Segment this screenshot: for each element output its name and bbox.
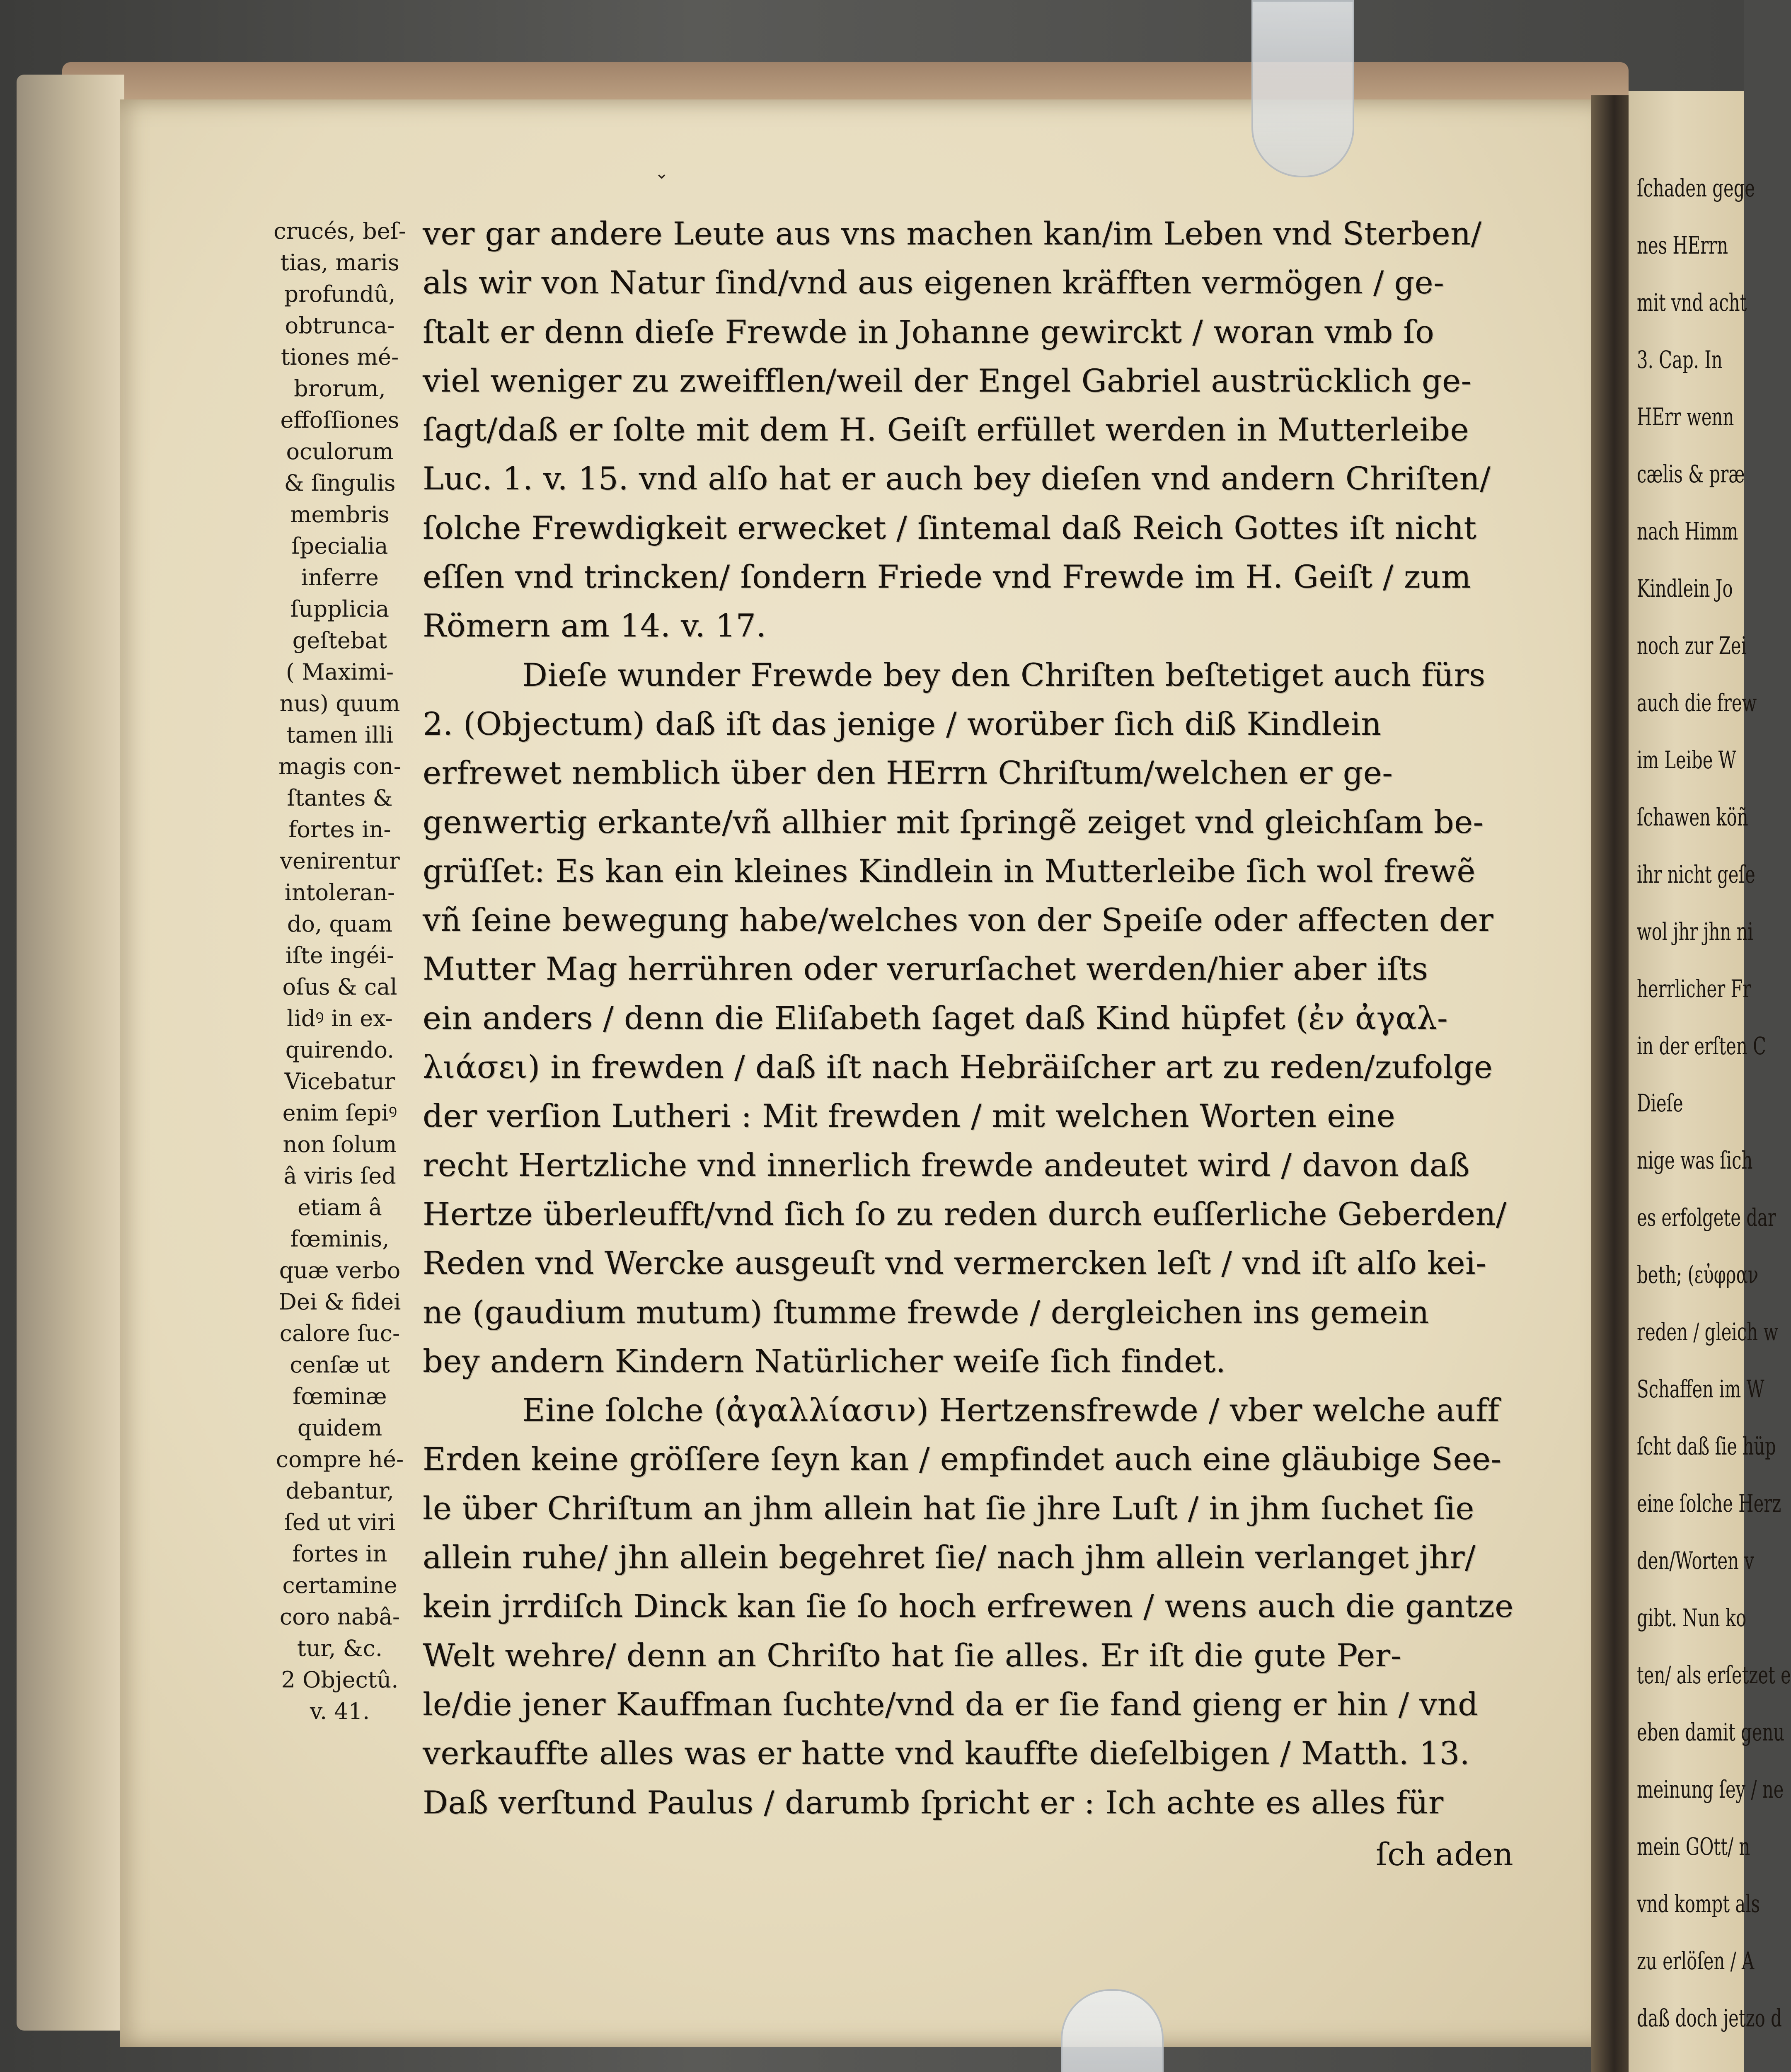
- facing-page-line: beth; (εὐφραν: [1637, 1261, 1759, 1289]
- text-line: Daß verſtund Paulus / darumb ſpricht er : Ich achte es alles für: [423, 1784, 1444, 1821]
- book-clip-top: [1251, 0, 1354, 177]
- margin-note-line: ſed ut viri: [284, 1509, 396, 1535]
- text-line: viel weniger zu zweifflen/weil der Engel Gabriel austrücklich ge-: [423, 362, 1472, 399]
- facing-page-line: ſcht daß ſie hüp: [1637, 1432, 1776, 1460]
- facing-page-line: 3. Cap. In: [1637, 346, 1723, 374]
- margin-note-line: nus) quum: [279, 690, 400, 716]
- text-line: verkauffte alles was er hatte vnd kauffte dieſelbigen / Matth. 13.: [423, 1735, 1470, 1772]
- facing-page-line: ſchaden gege: [1637, 174, 1755, 202]
- margin-note-line: Vicebatur: [284, 1068, 395, 1094]
- margin-note-line: tamen illi: [286, 722, 394, 748]
- facing-page-line: vnd kompt als: [1637, 1890, 1760, 1918]
- margin-note-line: non ſolum: [283, 1131, 397, 1157]
- margin-note-line: & ſingulis: [284, 470, 396, 496]
- catchword: ſch aden: [1376, 1836, 1513, 1873]
- margin-note-line: quirendo.: [285, 1037, 395, 1063]
- facing-page-line: es erfolgete dar: [1637, 1203, 1776, 1232]
- margin-note-line: fœminæ: [293, 1383, 387, 1409]
- text-line: Eine ſolche (ἀγαλλίασιν) Hertzensfrewde / vber welche auff: [522, 1392, 1500, 1429]
- text-line: Erden keine gröſſere ſeyn kan / empfindet auch eine gläubige See-: [423, 1440, 1502, 1478]
- margin-note-line: magis con-: [278, 753, 401, 779]
- text-line: Römern am 14. v. 17.: [423, 607, 767, 644]
- text-line: vñ ſeine bewegung habe/welches von der Speiſe oder affecten der: [423, 901, 1494, 939]
- margin-note-line: v. 41.: [310, 1698, 370, 1724]
- margin-note-line: ſtantes &: [287, 785, 393, 811]
- text-line: le/die jener Kauffman ſuchte/vnd da er ſie fand gieng er hin / vnd: [423, 1685, 1479, 1723]
- text-line: 2. (Objectum) daß iſt das jenige / worüber ſich diß Kindlein: [423, 705, 1382, 742]
- facing-page-line: ten/ als erſetzet e: [1637, 1661, 1791, 1689]
- facing-page-line: daß doch jetzo d: [1637, 2004, 1782, 2032]
- text-line: ver gar andere Leute aus vns machen kan/im Leben vnd Sterben/: [423, 215, 1482, 252]
- margin-note-line: quidem: [297, 1415, 382, 1441]
- text-line: recht Hertzliche vnd innerlich frewde andeutet wird / davon daß: [423, 1146, 1470, 1184]
- margin-note-line: intoleran-: [284, 879, 395, 905]
- margin-note-line: tias, maris: [280, 249, 399, 276]
- text-line: λιάσει) in frewden / daß iſt nach Hebräiſcher art zu reden/zufolge: [423, 1048, 1493, 1086]
- text-line: ne (gaudium mutum) ſtumme frewde / dergleichen ins gemein: [423, 1293, 1429, 1331]
- margin-note-line: inferre: [301, 564, 379, 591]
- text-line: ein anders / denn die Eliſabeth ſaget daß Kind hüpfet (ἐν ἀγαλ-: [423, 999, 1448, 1036]
- margin-note-line: geſtebat: [292, 627, 387, 654]
- page-stack-edge: [17, 75, 124, 2031]
- facing-page-line: cælis & præ: [1637, 460, 1745, 488]
- facing-page: [1629, 91, 1791, 2072]
- text-line: kein jrrdiſch Dinck kan ſie ſo hoch erfrewen / wens auch die gantze: [423, 1588, 1514, 1625]
- facing-page-line: nach Himm: [1637, 517, 1738, 545]
- facing-page-line: im Leibe W: [1637, 746, 1736, 774]
- margin-note-line: quæ verbo: [279, 1257, 401, 1283]
- margin-note-line: Dei & fidei: [278, 1289, 401, 1315]
- facing-page-line: reden / gleich w: [1637, 1318, 1779, 1346]
- margin-note-line: enim ſepiꝰ: [282, 1100, 397, 1126]
- margin-note-line: profundû,: [284, 281, 396, 307]
- margin-note-line: obtrunca-: [285, 312, 395, 339]
- text-line: Dieſe wunder Frewde bey den Chriſten beſtetiget auch fürs: [522, 656, 1486, 693]
- margin-note-line: tiones mé-: [281, 344, 399, 370]
- facing-page-line: wol jhr jhn ni: [1637, 917, 1753, 946]
- facing-page-line: mein GOtt/ n: [1637, 1832, 1750, 1861]
- text-line: Welt wehre/ denn an Chriſto hat ſie alles. Er iſt die gute Per-: [423, 1636, 1401, 1674]
- text-line: eſſen vnd trincken/ ſondern Friede vnd Frewde im H. Geiſt / zum: [423, 558, 1472, 595]
- margin-note-line: oſus & cal: [282, 974, 397, 1000]
- margin-note-line: membris: [290, 501, 390, 528]
- facing-page-line: herrlicher Fr: [1637, 975, 1751, 1003]
- margin-note-line: fœminis,: [290, 1226, 390, 1252]
- margin-note-line: ſpecialia: [291, 533, 388, 559]
- facing-page-line: noch zur Zei: [1637, 632, 1747, 660]
- margin-note-line: iſte ingéi-: [285, 942, 395, 968]
- text-line: allein ruhe/ jhn allein begehret ſie/ nach jhm allein verlanget jhr/: [423, 1539, 1476, 1576]
- text-line: grüſſet: Es kan ein kleines Kindlein in Mutterleibe ſich wol frewẽ: [423, 852, 1476, 889]
- facing-page-line: ihr nicht geſe: [1637, 860, 1755, 888]
- margin-note-line: effoſſiones: [280, 407, 399, 433]
- facing-page-line: Schaffen im W: [1637, 1375, 1764, 1403]
- text-line: ſagt/daß er ſolte mit dem H. Geiſt erfüllet werden in Mutterleibe: [423, 411, 1469, 448]
- margin-note-line: ſupplicia: [290, 596, 390, 622]
- text-line: Reden vnd Wercke ausgeuſt vnd vermercken leſt / vnd iſt alſo kei-: [423, 1244, 1487, 1282]
- margin-note-line: coro nabâ-: [279, 1604, 400, 1630]
- text-line: ſolche Frewdigkeit erwecket / ſintemal daß Reich Gottes iſt nicht: [423, 509, 1477, 546]
- text-line: le über Chriſtum an jhm allein hat ſie jhre Luſt / in jhm ſuchet ſie: [423, 1489, 1474, 1527]
- margin-note-line: crucés, beſ-: [273, 218, 406, 244]
- margin-note-line: tur, &c.: [297, 1635, 383, 1661]
- facing-page-line: meinung ſey / ne: [1637, 1775, 1784, 1803]
- margin-note-line: do, quam: [287, 911, 393, 937]
- facing-page-line: mit vnd acht: [1637, 288, 1747, 317]
- signature-mark: ⌄: [655, 164, 669, 183]
- margin-note-line: lidꝰ in ex-: [287, 1005, 393, 1031]
- main-text-block: [423, 209, 1517, 1827]
- margin-note-line: oculorum: [286, 438, 394, 465]
- margin-note-line: compre hé-: [276, 1446, 404, 1472]
- margin-note-line: debantur,: [286, 1478, 394, 1504]
- facing-page-line: HErr wenn: [1637, 403, 1734, 431]
- margin-note-line: venirentur: [280, 848, 400, 874]
- facing-page-line: in der erſten C: [1637, 1032, 1766, 1060]
- margin-note-line: ( Maximi-: [286, 659, 394, 685]
- margin-notes-column: [265, 215, 414, 1727]
- margin-note-line: brorum,: [294, 375, 386, 402]
- facing-page-line: Kindlein Jo: [1637, 574, 1733, 603]
- margin-note-line: cenſæ ut: [290, 1352, 390, 1378]
- facing-page-line: den/Worten v: [1637, 1547, 1754, 1575]
- facing-page-line: ſchawen köñ: [1637, 803, 1748, 831]
- facing-page-line: eine ſolche Herz: [1637, 1489, 1781, 1518]
- margin-note-line: fortes in-: [288, 816, 391, 842]
- facing-page-line: nes HErrn: [1637, 231, 1728, 259]
- text-line: genwertig erkante/vñ allhier mit ſpringẽ zeiget vnd gleichſam be-: [423, 803, 1484, 840]
- text-line: der verſion Lutheri : Mit frewden / mit welchen Worten eine: [423, 1097, 1396, 1135]
- margin-note-line: â viris ſed: [283, 1163, 396, 1189]
- margin-note-line: fortes in: [292, 1541, 387, 1567]
- facing-page-line: Dieſe: [1637, 1089, 1683, 1117]
- text-line: bey andern Kindern Natürlicher weiſe ſich findet.: [423, 1342, 1226, 1380]
- facing-page-line: eben damit genu: [1637, 1718, 1785, 1746]
- text-line: erfrewet nemblich über den HErrn Chriſtum/welchen er ge-: [423, 754, 1393, 792]
- text-line: Hertze überleufft/vnd ſich ſo zu reden durch euſſerliche Geberden/: [423, 1195, 1507, 1232]
- margin-note-line: certamine: [282, 1572, 397, 1598]
- text-line: als wir von Natur ſind/vnd aus eigenen kräfften vermögen / ge-: [423, 264, 1445, 301]
- text-line: Luc. 1. v. 15. vnd alſo hat er auch bey dieſen vnd andern Chriſten/: [423, 460, 1491, 497]
- text-line: Mutter Mag herrühren oder verurſachet werden/hier aber iſts: [423, 950, 1428, 988]
- margin-note-line: etiam â: [298, 1194, 382, 1220]
- facing-page-line: nige was ſich: [1637, 1146, 1753, 1174]
- margin-note-line: 2 Objectû.: [281, 1667, 399, 1693]
- facing-page-line: zu erlöſen / A: [1637, 1947, 1755, 1975]
- margin-note-line: calore ſuc-: [279, 1320, 400, 1346]
- text-line: ſtalt er denn dieſe Frewde in Johanne gewirckt / woran vmb ſo: [423, 313, 1435, 350]
- facing-page-line: gibt. Nun ko: [1637, 1604, 1747, 1632]
- facing-page-line: auch die frew: [1637, 689, 1757, 717]
